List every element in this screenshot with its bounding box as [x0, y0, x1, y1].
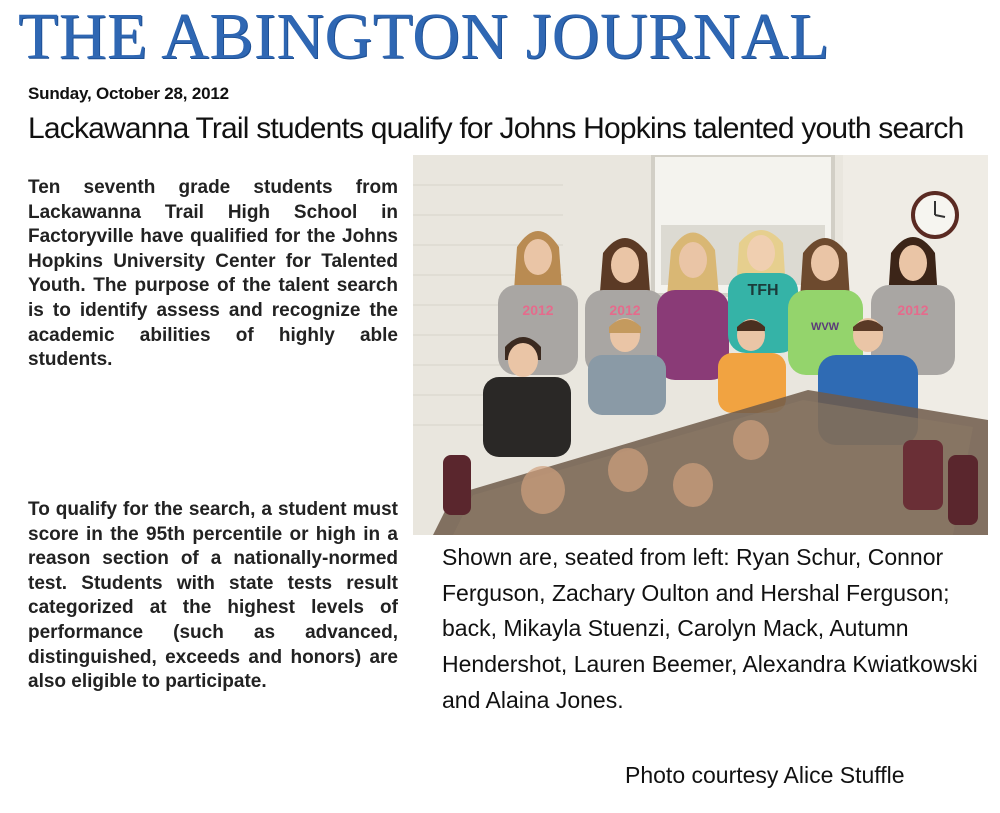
article-paragraph-2: To qualify for the search, a student must score in the 95th percentile or high in a reason section of a nationally-normed test. Students with state tests result categorized at the highest levels of performance (such as advanced, distinguished, exceeds and honors) are also eligible to participate.: [28, 499, 398, 693]
shirt-text: WVW: [810, 321, 840, 333]
article-paragraph-1: Ten seventh grade students from Lackawanna Trail High School in Factoryville have qualified for the Johns Hopkins University Center for Talented Youth. The purpose of the talent search is to identify assess and recognize the academic abilities of highly able students.: [28, 177, 398, 371]
shirt-text: 2012: [609, 302, 641, 318]
shirt-text: TFH: [747, 282, 779, 299]
shirt-text: 2012: [897, 302, 929, 318]
shirt-text: 2012: [522, 302, 554, 318]
caption-seated: Shown are, seated from left: Ryan Schur, Connor Ferguson, Zachary Oulton and Hershal Ferguson;: [442, 544, 950, 606]
masthead-title: THE ABINGTON JOURNAL: [18, 0, 830, 73]
photo-credit: Photo courtesy Alice Stuffle: [625, 762, 905, 788]
group-photo-illustration: [413, 155, 988, 535]
photo-caption: [442, 540, 992, 719]
caption-back: back, Mikayla Stuenzi, Carolyn Mack, Autumn Hendershot, Lauren Beemer, Alexandra Kwiatkowski and Alaina Jones.: [442, 615, 978, 713]
publication-date: Sunday, October 28, 2012: [28, 84, 229, 103]
group-photo: [413, 155, 988, 535]
article-headline: Lackawanna Trail students qualify for Johns Hopkins talented youth search: [28, 112, 964, 145]
